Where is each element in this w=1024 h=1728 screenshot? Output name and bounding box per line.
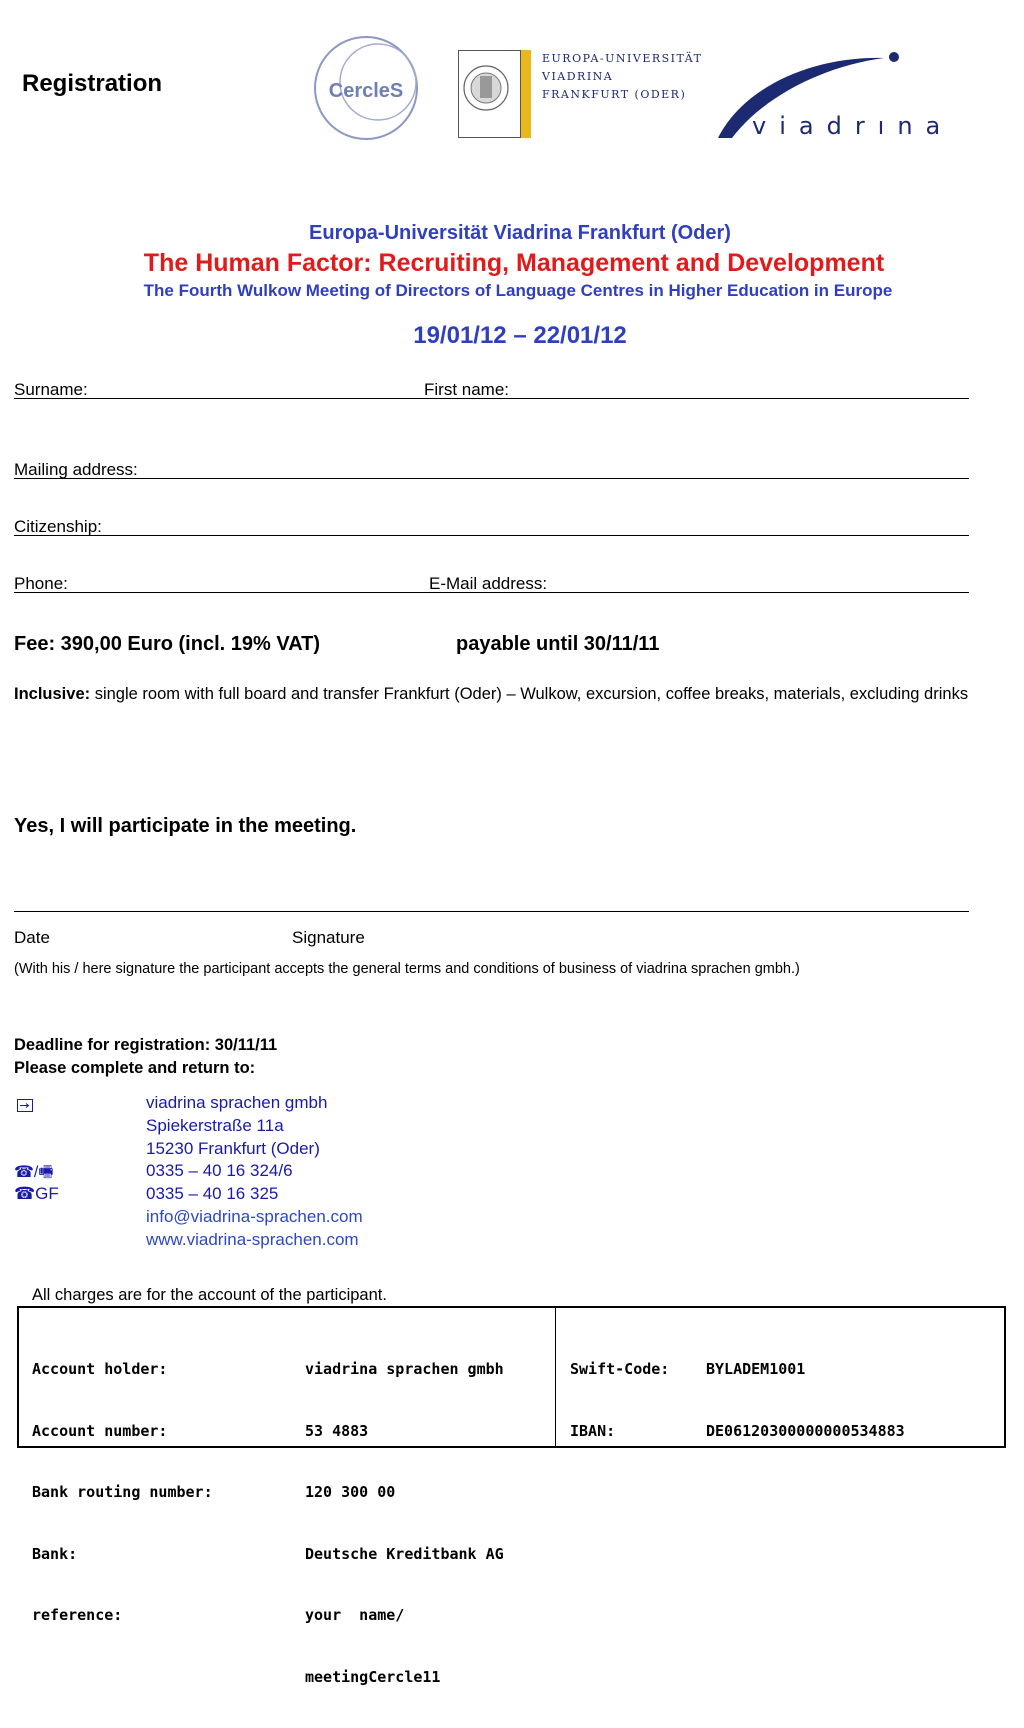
bank-label: Bank: xyxy=(32,1544,78,1563)
swift-iban-labels xyxy=(570,1318,669,1482)
reference-value-cont: meetingCercle11 xyxy=(305,1667,441,1686)
swift-label: Swift-Code: xyxy=(570,1360,670,1378)
bank-details-table xyxy=(17,1306,1006,1686)
svg-text:FRANKFURT (ODER): FRANKFURT (ODER) xyxy=(542,88,687,101)
surname-label: Surname: xyxy=(14,380,88,399)
iban-value: DE06120300000000534883 xyxy=(706,1421,905,1440)
bank-labels xyxy=(32,1318,213,1667)
bank-values xyxy=(305,1318,504,1728)
contact-phone-fax: 0335 – 40 16 324/6 xyxy=(146,1161,293,1180)
fee-amount: Fee: 390,00 Euro (incl. 19% VAT) xyxy=(14,633,321,655)
svg-text:viadrına: viadrına xyxy=(752,112,954,140)
page-heading: Registration xyxy=(22,70,163,97)
bank-routing-value: 120 300 00 xyxy=(305,1483,396,1501)
terms-note: (With his / here signature the participant accepts the general terms and conditions of business of viadrina sprachen gmbh.) xyxy=(14,961,800,977)
contact-city: 15230 Frankfurt (Oder) xyxy=(146,1139,320,1158)
date-signature-field[interactable] xyxy=(14,911,969,912)
first-name-label: First name: xyxy=(424,380,510,399)
euv-logo xyxy=(458,50,710,138)
fee-payable: payable until 30/11/11 xyxy=(456,633,660,655)
phone-label: Phone: xyxy=(14,574,68,593)
contact-web-link[interactable]: www.viadrina-sprachen.com xyxy=(146,1230,359,1249)
date-label: Date xyxy=(14,928,50,947)
return-instruction: Please complete and return to: xyxy=(14,1059,256,1077)
email-label: E-Mail address: xyxy=(429,574,548,593)
contact-company: viadrina sprachen gmbh xyxy=(146,1093,328,1112)
svg-text:CercleS: CercleS xyxy=(328,80,404,102)
contact-gf-phone: 0335 – 40 16 325 xyxy=(146,1184,279,1203)
account-number-label: Account number: xyxy=(32,1421,168,1440)
viadrina-logo xyxy=(714,46,964,142)
inclusive-label: Inclusive: xyxy=(14,685,91,703)
iban-label: IBAN: xyxy=(570,1421,616,1440)
mail-icon xyxy=(17,1099,33,1112)
citizenship-label: Citizenship: xyxy=(14,517,102,536)
svg-text:VIADRINA: VIADRINA xyxy=(542,70,614,83)
swift-value: BYLADEM1001 xyxy=(706,1360,806,1378)
bank-table-divider xyxy=(555,1308,556,1446)
bank-routing-label: Bank routing number: xyxy=(32,1483,213,1501)
account-holder-value: viadrina sprachen gmbh xyxy=(305,1360,504,1378)
swift-iban-values xyxy=(706,1318,905,1482)
mailing-address-field[interactable] xyxy=(14,478,969,479)
phone-fax-icon: ☎/🖷 xyxy=(14,1164,54,1181)
university-name: Europa-Universität Viadrina Frankfurt (Oder) xyxy=(309,222,731,244)
charges-note: All charges are for the account of the participant. xyxy=(32,1286,387,1304)
meeting-subtitle: The Fourth Wulkow Meeting of Directors of Language Centres in Higher Education in Europe xyxy=(143,281,893,300)
contact-street: Spiekerstraße 11a xyxy=(146,1116,284,1135)
inclusive-text xyxy=(14,683,984,706)
mailing-address-label: Mailing address: xyxy=(14,460,138,479)
contact-email-link[interactable]: info@viadrina-sprachen.com xyxy=(146,1207,363,1226)
deadline-date: Deadline for registration: 30/11/11 xyxy=(14,1036,278,1054)
citizenship-field[interactable] xyxy=(14,535,969,536)
inclusive-details: single room with full board and transfer Frankfurt (Oder) – Wulkow, excursion, coffee breaks, materials, excluding drinks xyxy=(90,685,969,703)
account-holder-label: Account holder: xyxy=(32,1360,168,1378)
reference-value: your name/ xyxy=(305,1606,405,1624)
deadline-block xyxy=(14,1034,277,1080)
bank-value: Deutsche Kreditbank AG xyxy=(305,1544,504,1563)
account-number-value: 53 4883 xyxy=(305,1421,369,1440)
participation-statement: Yes, I will participate in the meeting. xyxy=(14,815,357,837)
phone-email-field[interactable] xyxy=(14,592,969,593)
svg-text:EUROPA-UNIVERSITÄT: EUROPA-UNIVERSITÄT xyxy=(542,52,703,65)
meeting-dates: 19/01/12 – 22/01/12 xyxy=(413,322,627,349)
gf-phone-label: ☎GF xyxy=(14,1184,59,1203)
meeting-title: The Human Factor: Recruiting, Management and Development xyxy=(143,249,885,277)
signature-label: Signature xyxy=(292,928,365,947)
reference-label: reference: xyxy=(32,1606,123,1624)
cercles-logo xyxy=(312,34,420,142)
surname-firstname-field[interactable] xyxy=(14,398,969,399)
